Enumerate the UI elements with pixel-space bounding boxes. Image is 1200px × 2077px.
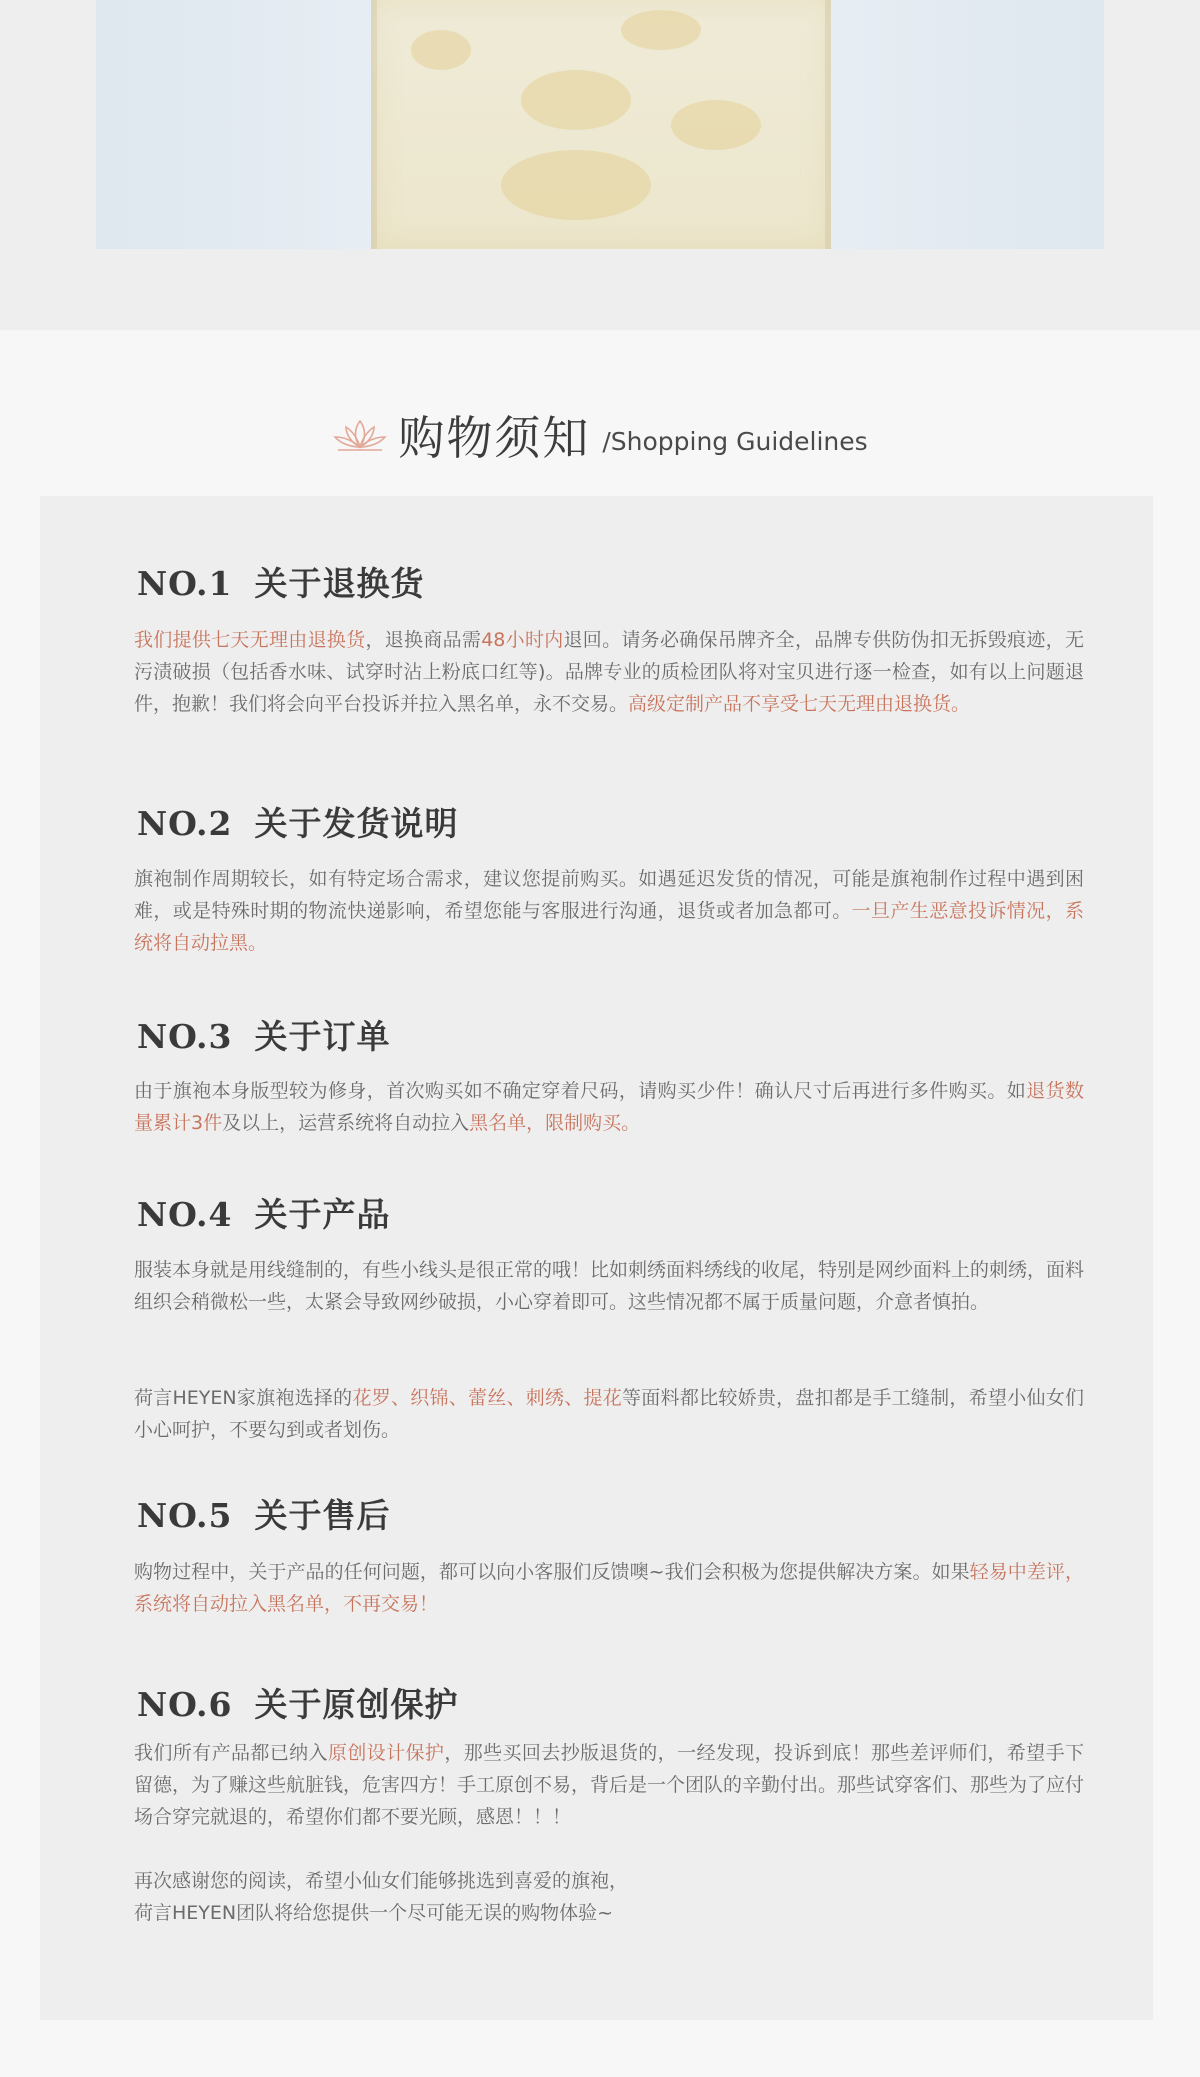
page-title: 购物须知 bbox=[398, 411, 591, 465]
highlight-text: 高级定制产品不享受七天无理由退换货。 bbox=[628, 693, 971, 715]
section-4-paragraph bbox=[134, 1254, 1084, 1318]
highlight-text: 我们提供七天无理由退换货 bbox=[134, 629, 366, 651]
section-2-title bbox=[134, 802, 1084, 846]
section-2-paragraph bbox=[134, 863, 1084, 959]
section-6-paragraph bbox=[134, 1737, 1084, 1833]
top-band bbox=[0, 0, 1200, 330]
section-title-text: 关于发货说明 bbox=[254, 804, 459, 843]
body-text: 等面料都比较娇贵，盘扣都是手工缝制，希望小仙女们小心呵护，不要勾到或者划伤。 bbox=[134, 1387, 1084, 1441]
section-6-paragraph bbox=[134, 1865, 1084, 1897]
page-subtitle: /Shopping Guidelines bbox=[602, 426, 868, 456]
body-text: 由于旗袍本身版型较为修身，首次购买如不确定穿着尺码，请购买少件！确认尺寸后再进行多件购买。如 bbox=[134, 1080, 1027, 1102]
highlight-text: 黑名单，限制购买。 bbox=[469, 1112, 641, 1134]
section-title-text: 关于订单 bbox=[254, 1017, 391, 1056]
body-text: ，退换商品需 bbox=[365, 629, 482, 651]
section-5-paragraph bbox=[134, 1556, 1084, 1620]
highlight-text: 48小时内 bbox=[481, 629, 564, 651]
section-1-title bbox=[134, 562, 1084, 606]
body-text: 荷言HEYEN家旗袍选择的 bbox=[134, 1387, 353, 1409]
section-title-text: 关于原创保护 bbox=[254, 1685, 459, 1724]
body-text: 购物过程中，关于产品的任何问题，都可以向小客服们反馈噢~我们会积极为您提供解决方案。如果 bbox=[134, 1561, 970, 1583]
section-4-title bbox=[134, 1193, 1084, 1237]
section-number: NO.4 bbox=[137, 1195, 233, 1234]
product-photo bbox=[96, 0, 1104, 249]
section-number: NO.1 bbox=[137, 564, 233, 603]
section-5-title bbox=[134, 1494, 1084, 1538]
body-text: ，那些买回去抄版退货的，一经发现，投诉到底！那些差评师们，希望手下留德，为了赚这些航脏钱，危害四方！手工原创不易，背后是一个团队的辛勤付出。那些试穿客们、那些为了应付场合穿完就退的，希望你们都不要光顾，感恩！！！ bbox=[134, 1742, 1085, 1828]
section-6-paragraph bbox=[134, 1897, 1084, 1929]
highlight-text: 轻易中差评，系统将自动拉入黑名单，不再交易！ bbox=[134, 1561, 1084, 1615]
body-text: 服装本身就是用线缝制的，有些小线头是很正常的哦！比如刺绣面料绣线的收尾，特别是网纱面料上的刺绣，面料组织会稍微松一些，太紧会导致网纱破损，小心穿着即可。这些情况都不属于质量问题，介意者慎拍。 bbox=[134, 1259, 1085, 1313]
section-heading bbox=[0, 400, 1200, 470]
section-title-text: 关于售后 bbox=[254, 1496, 391, 1535]
section-6-title bbox=[134, 1683, 1084, 1727]
highlight-text: 一旦产生恶意投诉情况，系统将自动拉黑。 bbox=[134, 900, 1084, 954]
dress-image bbox=[371, 0, 831, 249]
highlight-text: 退货数量累计3件 bbox=[134, 1080, 1084, 1134]
body-text: 我们所有产品都已纳入 bbox=[134, 1742, 328, 1764]
highlight-text: 原创设计保护 bbox=[327, 1742, 445, 1764]
section-number: NO.5 bbox=[137, 1496, 233, 1535]
highlight-text: 花罗、织锦、蕾丝、刺绣、提花 bbox=[352, 1387, 623, 1409]
section-number: NO.6 bbox=[137, 1685, 233, 1724]
section-4-paragraph bbox=[134, 1382, 1084, 1446]
section-title-text: 关于产品 bbox=[254, 1195, 391, 1234]
body-text: 退回。请务必确保吊牌齐全，品牌专供防伪扣无拆毁痕迹，无污渍破损（包括香水味、试穿时沾上粉底口红等)。品牌专业的质检团队将对宝贝进行逐一检查，如有以上问题退件，抱歉！我们将会向平台投诉并拉入黑名单，永不交易。 bbox=[134, 629, 1084, 715]
section-1-paragraph bbox=[134, 624, 1084, 720]
section-3-paragraph bbox=[134, 1075, 1084, 1139]
section-number: NO.2 bbox=[137, 804, 233, 843]
body-text: 荷言HEYEN团队将给您提供一个尽可能无误的购物体验~ bbox=[134, 1902, 614, 1924]
body-text: 再次感谢您的阅读，希望小仙女们能够挑选到喜爱的旗袍， bbox=[134, 1870, 629, 1892]
body-text: 及以上，运营系统将自动拉入 bbox=[222, 1112, 470, 1134]
section-title-text: 关于退换货 bbox=[254, 564, 425, 603]
section-number: NO.3 bbox=[137, 1017, 233, 1056]
section-3-title bbox=[134, 1015, 1084, 1059]
body-text: 旗袍制作周期较长，如有特定场合需求，建议您提前购买。如遇延迟发货的情况，可能是旗袍制作过程中遇到困难，或是特殊时期的物流快递影响，希望您能与客服进行沟通，退货或者加急都可。 bbox=[134, 868, 1084, 922]
lotus-icon bbox=[332, 417, 388, 453]
